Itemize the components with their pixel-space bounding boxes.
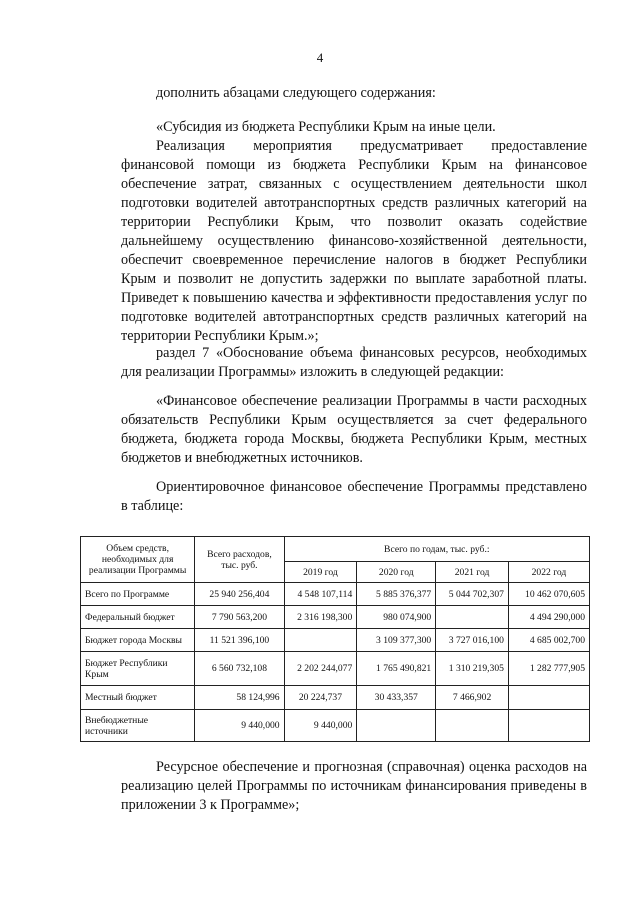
cell-2019: 2 202 244,077 bbox=[284, 652, 357, 686]
row-label: Местный бюджет bbox=[81, 686, 195, 710]
paragraph-table-intro: Ориентировочное финансовое обеспечение Программы представлено в таблице: bbox=[121, 479, 587, 514]
cell-2019: 9 440,000 bbox=[284, 710, 357, 742]
table-row bbox=[81, 710, 590, 742]
cell-2020: 30 433,357 bbox=[357, 686, 436, 710]
cell-2019 bbox=[284, 629, 357, 652]
paragraph-subsidy-body: Реализация мероприятия предусматривает предоставление финансовой помощи из бюджета Республики Крым на финансовое обеспечение затрат, связанных с осуществлением деятельности школ подготовки водителей автотранспортных средств различных категорий на территории Республики Крым, что позволит оказать содействие дальнейшему осуществлению финансово-хозяйственной деятельности, обеспечит своевременное перечисление налогов в бюджет Республики Крым и позволит не допустить задержки по выплате заработной платы. Приведет к повышению качества и эффективности предоставления услуг по подготовке водителей автотранспортных средств различных категорий на территории Республики Крым.»; bbox=[121, 138, 587, 344]
row-label: Внебюджетные источники bbox=[81, 710, 195, 742]
cell-total: 7 790 563,200 bbox=[195, 606, 284, 629]
paragraph-appendix: Ресурсное обеспечение и прогнозная (справочная) оценка расходов на реализацию целей Программы по источникам финансирования приведены в приложении 3 к Программе»; bbox=[121, 759, 587, 813]
row-label: Бюджет города Москвы bbox=[81, 629, 195, 652]
paragraph-financing: «Финансовое обеспечение реализации Программы в части расходных обязательств Республики Крым осуществляется за счет федерального бюджета, бюджета города Москвы, бюджета Республики Крым, местных бюджетов и внебюджетных источников. bbox=[121, 393, 587, 466]
cell-2019: 20 224,737 bbox=[284, 686, 357, 710]
table-row bbox=[81, 652, 590, 686]
cell-2021: 1 310 219,305 bbox=[436, 652, 509, 686]
row-label: Всего по Программе bbox=[81, 583, 195, 606]
financing-table-wrapper bbox=[80, 536, 590, 742]
row-label: Бюджет Республики Крым bbox=[81, 652, 195, 686]
cell-2021 bbox=[436, 710, 509, 742]
cell-2020 bbox=[357, 710, 436, 742]
cell-2020: 3 109 377,300 bbox=[357, 629, 436, 652]
table-row bbox=[81, 583, 590, 606]
row-label: Федеральный бюджет bbox=[81, 606, 195, 629]
header-year: 2022 год bbox=[508, 562, 589, 583]
cell-2022: 4 494 290,000 bbox=[508, 606, 589, 629]
cell-2021: 5 044 702,307 bbox=[436, 583, 509, 606]
table-row bbox=[81, 606, 590, 629]
cell-total: 25 940 256,404 bbox=[195, 583, 284, 606]
cell-2022: 4 685 002,700 bbox=[508, 629, 589, 652]
paragraph-intro: дополнить абзацами следующего содержания: bbox=[156, 85, 436, 101]
paragraph-section7: раздел 7 «Обоснование объема финансовых ресурсов, необходимых для реализации Программы» изложить в следующей редакции: bbox=[121, 345, 587, 380]
header-year: 2020 год bbox=[357, 562, 436, 583]
table-row bbox=[81, 686, 590, 710]
cell-2021: 7 466,902 bbox=[436, 686, 509, 710]
cell-total: 6 560 732,108 bbox=[195, 652, 284, 686]
cell-2020: 5 885 376,377 bbox=[357, 583, 436, 606]
paragraph-subsidy-heading: «Субсидия из бюджета Республики Крым на иные цели. bbox=[156, 119, 496, 135]
cell-2019: 4 548 107,114 bbox=[284, 583, 357, 606]
cell-2020: 980 074,900 bbox=[357, 606, 436, 629]
cell-2021 bbox=[436, 606, 509, 629]
table-row bbox=[81, 629, 590, 652]
header-source: Объем средств, необходимых для реализации Программы bbox=[81, 537, 195, 583]
header-year: 2019 год bbox=[284, 562, 357, 583]
cell-2022: 1 282 777,905 bbox=[508, 652, 589, 686]
financing-table bbox=[80, 536, 590, 742]
cell-total: 58 124,996 bbox=[195, 686, 284, 710]
cell-2022 bbox=[508, 686, 589, 710]
cell-2020: 1 765 490,821 bbox=[357, 652, 436, 686]
cell-2021: 3 727 016,100 bbox=[436, 629, 509, 652]
header-years-group: Всего по годам, тыс. руб.: bbox=[284, 537, 589, 562]
cell-2022: 10 462 070,605 bbox=[508, 583, 589, 606]
cell-total: 9 440,000 bbox=[195, 710, 284, 742]
cell-total: 11 521 396,100 bbox=[195, 629, 284, 652]
header-year: 2021 год bbox=[436, 562, 509, 583]
cell-2019: 2 316 198,300 bbox=[284, 606, 357, 629]
page-number: 4 bbox=[316, 50, 324, 65]
header-total: Всего расходов, тыс. руб. bbox=[195, 537, 284, 583]
cell-2022 bbox=[508, 710, 589, 742]
